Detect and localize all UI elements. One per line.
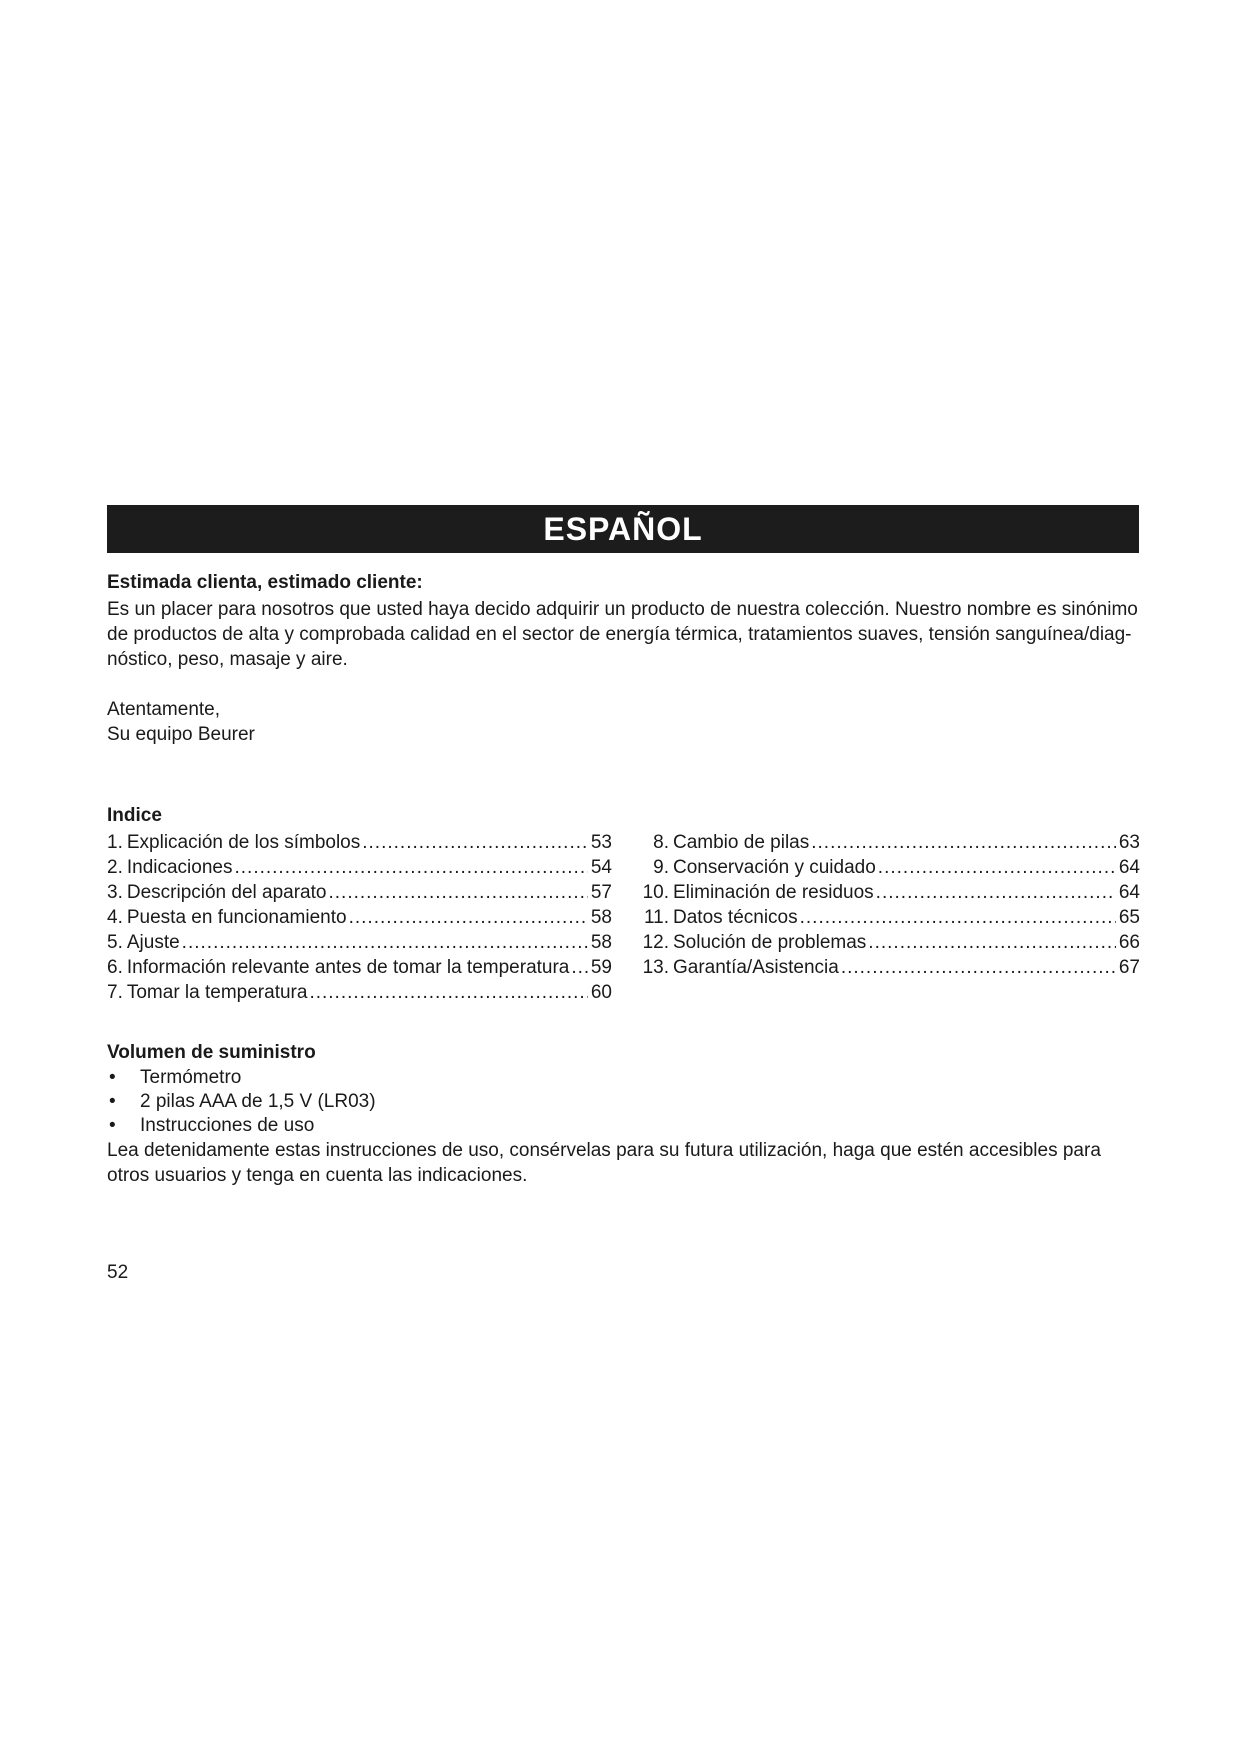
toc-entry-label: Tomar la temperatura [126, 982, 308, 1003]
list-item-text: Termómetro [140, 1067, 242, 1088]
toc-entry-page: 60 [590, 982, 612, 1003]
toc-entry-number: 5. [107, 932, 123, 953]
language-banner [107, 505, 1139, 553]
toc-entry-page: 54 [590, 857, 612, 878]
toc-entry-label: Eliminación de residuos [673, 882, 874, 903]
toc-title: Indice [107, 805, 162, 826]
toc-entry-number: 10. [642, 882, 669, 903]
toc-entry-page: 67 [1118, 957, 1140, 978]
toc-leader-dots [328, 880, 588, 905]
bullet: • [109, 1067, 116, 1088]
toc-entry-page: 66 [1118, 932, 1140, 953]
toc-entry[interactable] [107, 930, 612, 955]
toc-entry[interactable] [637, 830, 1140, 855]
toc-entry-number: 11. [643, 907, 669, 928]
signature-line: Su equipo Beurer [107, 724, 255, 745]
toc-entry[interactable] [107, 855, 612, 880]
toc-entry-page: 65 [1118, 907, 1140, 928]
toc-entry-label: Ajuste [126, 932, 180, 953]
toc-leader-dots [800, 905, 1116, 930]
language-title: ESPAÑOL [543, 511, 703, 547]
list-item [107, 1090, 376, 1114]
toc-entry-label: Puesta en funcionamiento [126, 907, 347, 928]
toc-leader-dots [811, 830, 1116, 855]
toc-entry-number: 1. [107, 832, 123, 853]
toc-leader-dots [182, 930, 588, 955]
toc-entry[interactable] [637, 930, 1140, 955]
list-item-text: 2 pilas AAA de 1,5 V (LR03) [140, 1091, 376, 1112]
toc-leader-dots [349, 905, 588, 930]
list-item-text: Instrucciones de uso [140, 1115, 315, 1136]
toc-entry-number: 2. [107, 857, 123, 878]
toc-entry-label: Descripción del aparato [126, 882, 327, 903]
toc-entry[interactable] [637, 955, 1140, 980]
toc-entry-number: 6. [107, 957, 123, 978]
toc-entry-label: Garantía/Asistencia [673, 957, 839, 978]
toc-right-column [637, 830, 1140, 980]
toc-leader-dots [876, 880, 1116, 905]
toc-leader-dots [841, 955, 1116, 980]
bullet: • [109, 1091, 116, 1112]
intro-paragraph: Es un placer para nosotros que usted haya decido adquirir un producto de nuestra colección. Nuestro nombre es sinónimo de productos de alta y comprobada calidad en el sector de energía térmica, tratamientos suaves, tensión sanguínea/diag-nóstico, peso, masaje y aire. [107, 599, 1138, 670]
toc-entry-number: 13. [642, 957, 669, 978]
toc-entry-label: Cambio de pilas [673, 832, 810, 853]
toc-entry-label: Indicaciones [126, 857, 233, 878]
toc-entry-number: 7. [107, 982, 123, 1003]
toc-entry-label: Conservación y cuidado [673, 857, 876, 878]
toc-entry-number: 9. [653, 857, 669, 878]
bullet: • [109, 1115, 116, 1136]
toc-entry[interactable] [637, 880, 1140, 905]
supply-title: Volumen de suministro [107, 1042, 316, 1063]
toc-entry-page: 59 [590, 957, 612, 978]
closing-line: Atentamente, [107, 699, 221, 720]
supply-list [107, 1066, 376, 1138]
toc-entry[interactable] [107, 880, 612, 905]
toc-entry-page: 57 [590, 882, 612, 903]
toc-leader-dots [571, 955, 588, 980]
toc-entry[interactable] [637, 905, 1140, 930]
toc-entry-label: Datos técnicos [673, 907, 798, 928]
toc-entry-number: 3. [107, 882, 123, 903]
toc-left-column [107, 830, 612, 1005]
toc-entry-number: 8. [653, 832, 669, 853]
toc-entry[interactable] [637, 855, 1140, 880]
toc-entry-number: 4. [107, 907, 123, 928]
toc-entry-page: 53 [590, 832, 612, 853]
toc-leader-dots [309, 980, 588, 1005]
toc-leader-dots [362, 830, 588, 855]
toc-entry-number: 12. [642, 932, 669, 953]
toc-entry-page: 58 [590, 907, 612, 928]
toc-leader-dots [234, 855, 588, 880]
toc-entry[interactable] [107, 980, 612, 1005]
toc-entry[interactable] [107, 955, 612, 980]
toc-leader-dots [868, 930, 1116, 955]
toc-entry-page: 64 [1118, 857, 1140, 878]
greeting-title: Estimada clienta, estimado cliente: [107, 572, 423, 593]
toc-entry-label: Información relevante antes de tomar la temperatura [126, 957, 570, 978]
toc-entry[interactable] [107, 905, 612, 930]
closing-block [107, 697, 255, 747]
list-item [107, 1114, 376, 1138]
toc-entry-page: 63 [1118, 832, 1140, 853]
toc-entry-label: Solución de problemas [673, 932, 867, 953]
toc-entry[interactable] [107, 830, 612, 855]
toc-entry-page: 58 [590, 932, 612, 953]
toc-entry-page: 64 [1118, 882, 1140, 903]
advice-paragraph: Lea detenidamente estas instrucciones de uso, consérvelas para su futura utilización, haga que estén accesibles para otros usuarios y tenga en cuenta las indicaciones. [107, 1140, 1101, 1186]
page-number: 52 [107, 1262, 129, 1283]
toc-leader-dots [878, 855, 1116, 880]
list-item [107, 1066, 376, 1090]
toc-entry-label: Explicación de los símbolos [126, 832, 361, 853]
